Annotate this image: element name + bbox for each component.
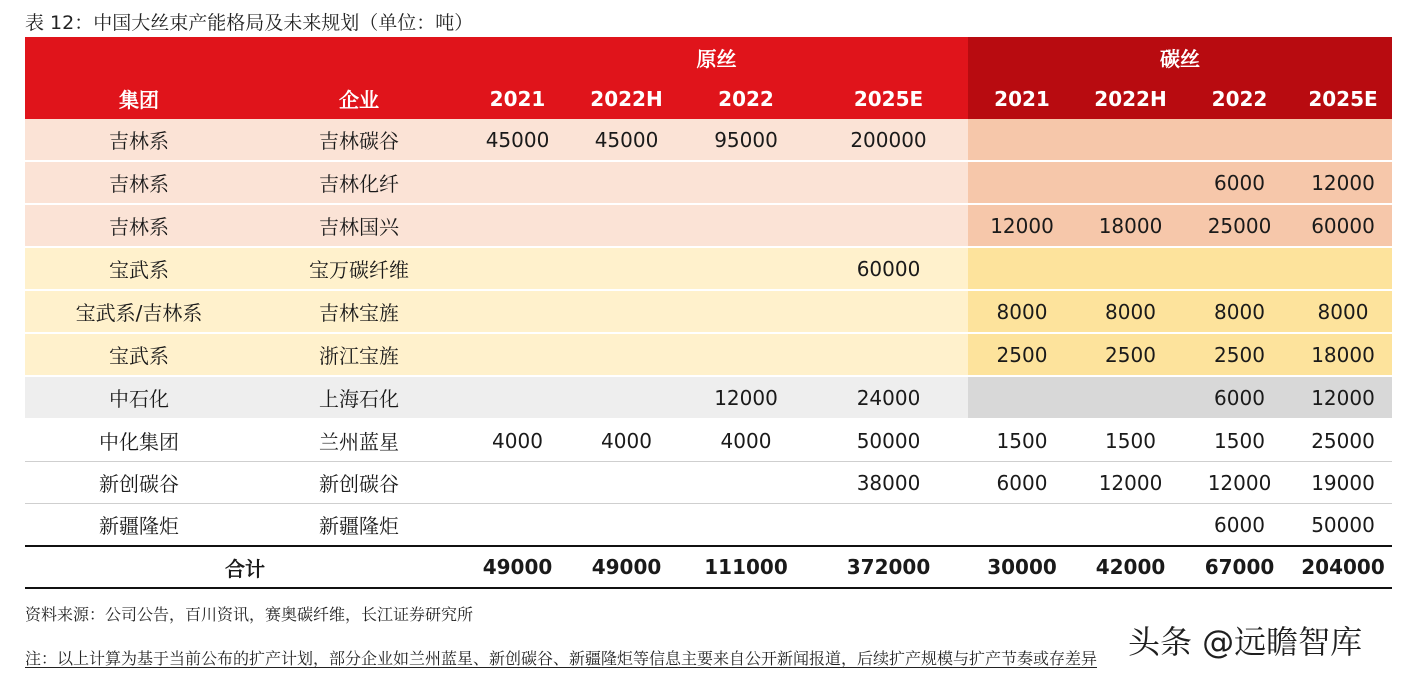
- carbon-cell: [1076, 376, 1185, 419]
- header-carbon-year: 2021: [968, 78, 1076, 119]
- table-row: [25, 419, 1392, 462]
- footnote: 注：以上计算为基于当前公布的扩产计划，部分企业如兰州蓝星、新创碳谷、新疆隆炬等信息主要来自公开新闻报道，后续扩产规模与扩产节奏或存差异: [25, 649, 1098, 668]
- carbon-cell: [968, 247, 1076, 290]
- table-row: [25, 504, 1392, 547]
- carbon-cell: [1294, 247, 1392, 290]
- source-note: 资料来源：公司公告，百川资讯，赛奥碳纤维，长江证券研究所: [25, 605, 474, 624]
- carbon-cell: 12000: [1185, 462, 1294, 504]
- carbon-cell: 1500: [1185, 419, 1294, 462]
- carbon-cell: 6000: [1185, 161, 1294, 204]
- header-carbon-group: 碳丝: [968, 37, 1392, 78]
- carbon-cell: 6000: [968, 462, 1076, 504]
- carbon-cell: 12000: [968, 204, 1076, 247]
- carbon-cell: 6000: [1185, 504, 1294, 547]
- company-cell: 吉林碳谷: [253, 119, 465, 161]
- capacity-table: [25, 37, 1392, 589]
- header-row-groups: [25, 37, 1392, 78]
- header-group: 集团: [25, 78, 253, 119]
- header-raw-year: 2025E: [809, 78, 968, 119]
- carbon-cell: 8000: [1294, 290, 1392, 333]
- table-row: [25, 161, 1392, 204]
- carbon-cell: [1294, 119, 1392, 161]
- header-blank: [25, 37, 253, 78]
- carbon-cell: 12000: [1294, 376, 1392, 419]
- raw-cell: [465, 333, 570, 376]
- carbon-cell: 2500: [968, 333, 1076, 376]
- group-cell: 吉林系: [25, 119, 253, 161]
- table-row: [25, 247, 1392, 290]
- raw-cell: [570, 204, 683, 247]
- carbon-cell: 6000: [1185, 376, 1294, 419]
- table-row: [25, 462, 1392, 504]
- group-cell: 宝武系: [25, 333, 253, 376]
- header-row-columns: [25, 78, 1392, 119]
- carbon-cell: 50000: [1294, 504, 1392, 547]
- total-raw-cell: 49000: [465, 546, 570, 588]
- carbon-cell: 25000: [1294, 419, 1392, 462]
- header-raw-year: 2022: [683, 78, 809, 119]
- header-carbon-year: 2025E: [1294, 78, 1392, 119]
- company-cell: 吉林化纤: [253, 161, 465, 204]
- raw-cell: [570, 376, 683, 419]
- raw-cell: [465, 290, 570, 333]
- raw-cell: [809, 161, 968, 204]
- raw-cell: 4000: [570, 419, 683, 462]
- table-row: [25, 333, 1392, 376]
- raw-cell: [465, 376, 570, 419]
- header-carbon-year: 2022: [1185, 78, 1294, 119]
- raw-cell: [465, 247, 570, 290]
- header-blank: [253, 37, 465, 78]
- raw-cell: [683, 204, 809, 247]
- raw-cell: [809, 290, 968, 333]
- carbon-cell: 18000: [1076, 204, 1185, 247]
- raw-cell: [809, 504, 968, 547]
- header-carbon-year: 2022H: [1076, 78, 1185, 119]
- carbon-cell: 12000: [1076, 462, 1185, 504]
- carbon-cell: 25000: [1185, 204, 1294, 247]
- carbon-cell: [1076, 504, 1185, 547]
- total-carbon-cell: 30000: [968, 546, 1076, 588]
- total-raw-cell: 372000: [809, 546, 968, 588]
- table-body: [25, 119, 1392, 588]
- raw-cell: 45000: [465, 119, 570, 161]
- watermark: 头条 @远瞻智库: [1128, 617, 1362, 663]
- table-row: [25, 119, 1392, 161]
- raw-cell: [465, 161, 570, 204]
- carbon-cell: 8000: [1185, 290, 1294, 333]
- carbon-cell: 60000: [1294, 204, 1392, 247]
- header-company: 企业: [253, 78, 465, 119]
- carbon-cell: [1076, 247, 1185, 290]
- carbon-cell: 2500: [1076, 333, 1185, 376]
- total-raw-cell: 111000: [683, 546, 809, 588]
- raw-cell: [570, 290, 683, 333]
- carbon-cell: [968, 504, 1076, 547]
- company-cell: 新疆隆炬: [253, 504, 465, 547]
- raw-cell: [683, 504, 809, 547]
- group-cell: 新创碳谷: [25, 462, 253, 504]
- raw-cell: [683, 333, 809, 376]
- total-carbon-cell: 204000: [1294, 546, 1392, 588]
- raw-cell: [683, 462, 809, 504]
- carbon-cell: 1500: [1076, 419, 1185, 462]
- raw-cell: [570, 161, 683, 204]
- header-raw-year: 2021: [465, 78, 570, 119]
- group-cell: 新疆隆炬: [25, 504, 253, 547]
- company-cell: 新创碳谷: [253, 462, 465, 504]
- total-row: [25, 546, 1392, 588]
- total-label: 合计: [25, 546, 465, 588]
- total-carbon-cell: 67000: [1185, 546, 1294, 588]
- raw-cell: 24000: [809, 376, 968, 419]
- group-cell: 中化集团: [25, 419, 253, 462]
- raw-cell: [570, 247, 683, 290]
- raw-cell: 12000: [683, 376, 809, 419]
- carbon-cell: [968, 161, 1076, 204]
- carbon-cell: [968, 376, 1076, 419]
- raw-cell: 4000: [683, 419, 809, 462]
- carbon-cell: 19000: [1294, 462, 1392, 504]
- total-raw-cell: 49000: [570, 546, 683, 588]
- group-cell: 宝武系: [25, 247, 253, 290]
- table-title: 表 12：中国大丝束产能格局及未来规划（单位：吨）: [25, 12, 474, 34]
- company-cell: 上海石化: [253, 376, 465, 419]
- table-row: [25, 204, 1392, 247]
- header-raw-group: 原丝: [465, 37, 968, 78]
- raw-cell: [465, 504, 570, 547]
- raw-cell: 60000: [809, 247, 968, 290]
- raw-cell: [465, 462, 570, 504]
- total-carbon-cell: 42000: [1076, 546, 1185, 588]
- carbon-cell: [968, 119, 1076, 161]
- header-raw-year: 2022H: [570, 78, 683, 119]
- raw-cell: [570, 462, 683, 504]
- raw-cell: [683, 161, 809, 204]
- carbon-cell: 8000: [1076, 290, 1185, 333]
- raw-cell: [465, 204, 570, 247]
- carbon-cell: 2500: [1185, 333, 1294, 376]
- raw-cell: [809, 333, 968, 376]
- company-cell: 宝万碳纤维: [253, 247, 465, 290]
- company-cell: 吉林国兴: [253, 204, 465, 247]
- raw-cell: 4000: [465, 419, 570, 462]
- raw-cell: 45000: [570, 119, 683, 161]
- raw-cell: [570, 333, 683, 376]
- raw-cell: 95000: [683, 119, 809, 161]
- carbon-cell: 18000: [1294, 333, 1392, 376]
- carbon-cell: [1076, 161, 1185, 204]
- group-cell: 中石化: [25, 376, 253, 419]
- carbon-cell: [1185, 247, 1294, 290]
- company-cell: 浙江宝旌: [253, 333, 465, 376]
- table-row: [25, 290, 1392, 333]
- group-cell: 吉林系: [25, 204, 253, 247]
- table-row: [25, 376, 1392, 419]
- raw-cell: [683, 247, 809, 290]
- raw-cell: [683, 290, 809, 333]
- raw-cell: 50000: [809, 419, 968, 462]
- group-cell: 吉林系: [25, 161, 253, 204]
- raw-cell: 200000: [809, 119, 968, 161]
- company-cell: 吉林宝旌: [253, 290, 465, 333]
- carbon-cell: 1500: [968, 419, 1076, 462]
- company-cell: 兰州蓝星: [253, 419, 465, 462]
- raw-cell: 38000: [809, 462, 968, 504]
- raw-cell: [809, 204, 968, 247]
- carbon-cell: 8000: [968, 290, 1076, 333]
- carbon-cell: [1076, 119, 1185, 161]
- group-cell: 宝武系/吉林系: [25, 290, 253, 333]
- carbon-cell: [1185, 119, 1294, 161]
- carbon-cell: 12000: [1294, 161, 1392, 204]
- raw-cell: [570, 504, 683, 547]
